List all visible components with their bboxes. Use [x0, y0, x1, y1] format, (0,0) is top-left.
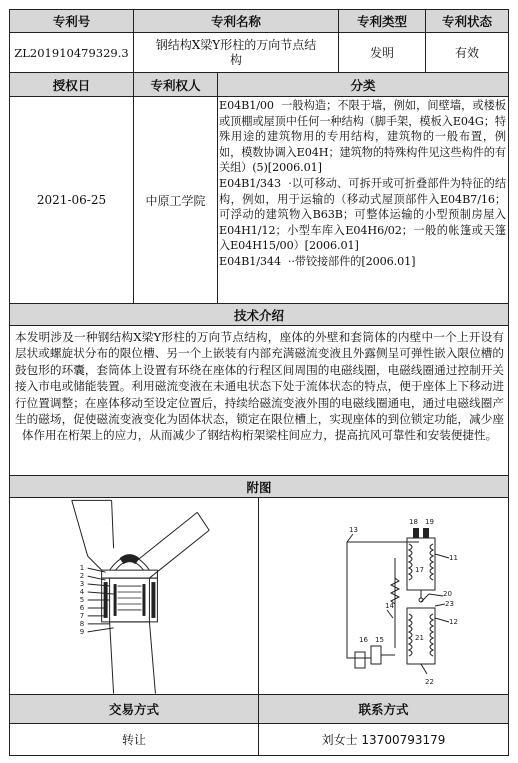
header-patent-type: 专利类型 — [339, 10, 426, 32]
trade-method: 转让 — [10, 724, 259, 755]
fig-label-13: 13 — [349, 526, 358, 534]
fig-label-9: 9 — [79, 627, 85, 636]
node-structure-drawing — [10, 498, 258, 694]
patent-number: ZL201910479329.3 — [10, 33, 134, 72]
figure-row — [10, 498, 508, 695]
header-patent-name: 专利名称 — [134, 10, 339, 32]
fig-label-19: 19 — [425, 518, 434, 526]
figure-left-cell — [10, 498, 259, 694]
fig-label-11: 11 — [449, 554, 458, 562]
patent-info-sheet — [9, 9, 509, 756]
header-figure: 附图 — [10, 476, 508, 498]
fig-label-7: 7 — [79, 611, 85, 620]
circuit-drawing — [259, 498, 508, 694]
fig-label-8: 8 — [79, 619, 85, 628]
header-contact-method: 联系方式 — [259, 695, 508, 723]
fig-label-17: 17 — [415, 566, 424, 574]
abstract-row — [10, 326, 508, 476]
header-patentee: 专利权人 — [134, 73, 218, 96]
fig-label-5: 5 — [79, 595, 85, 604]
header-row-1 — [10, 10, 508, 33]
header-trade-method: 交易方式 — [10, 695, 259, 723]
fig-label-4: 4 — [79, 588, 85, 597]
figure-right-cell — [259, 498, 508, 694]
patent-type: 发明 — [339, 33, 426, 72]
fig-label-12: 12 — [449, 618, 458, 626]
fig-label-6: 6 — [79, 603, 85, 612]
patent-status: 有效 — [454, 46, 479, 60]
header-patent-number: 专利号 — [10, 10, 134, 32]
patent-values-row — [10, 33, 508, 73]
grant-info-row — [10, 97, 508, 304]
fig-label-22: 22 — [425, 678, 434, 686]
classification-text: E04B1/00 一般构造；不限于墙，例如，间壁墙，或楼板或顶棚或屋顶中任何一种结构（脚手架，模板入E04G；特殊用途的建筑物用的专用结构，建筑物的一般布置，例如，模数协调入E04H；建筑物的特殊构件见这些构件的有关组）(5)[2006.01] E04B1/343 ·以可移动、可拆开或可折叠部件为特征的结构，例如，用于运输的（移动式屋顶部件入E04B7/16；可浮动的建筑物入B63B；可整体运输的小型预制房屋入E04H1/12；小型车库入E04H6/02；一般的帐篷或天篷入E04H15/00）[2006.01] E04B1/344 ··带铰接部件的[2006.01] — [219, 99, 506, 268]
fig-label-20: 20 — [443, 590, 452, 598]
fig-label-15: 15 — [375, 636, 384, 644]
abstract-text: 本发明涉及一种钢结构X梁Y形柱的万向节点结构，座体的外壁和套筒体的内壁中一个上开设有层状或螺旋状分布的限位槽、另一个上嵌装有内部充满磁流变液且外露侧呈可弹性嵌入限位槽的鼓包形的环囊，套筒体上设置有环绕在座体的行程区间周围的电磁线圈，电磁线圈通过控制开关接入市电或储能装置。利用磁流变液在未通电状态下处于流体状态的特点，便于座体上下移动进行位置调整；在座体移动至设定位置后，持续给磁流变液外围的电磁线圈通电，通过电磁线圈产生的磁场，促使磁流变液变化为固体状态，锁定在限位槽上，实现座体的到位锁定功能，减少座体作用在桁架上的应力，从而减少了钢结构桁架梁柱间应力，提高抗风可靠性和安装便捷性。 — [15, 330, 504, 443]
trade-contact-row — [10, 724, 508, 755]
header-patent-status: 专利状态 — [426, 10, 508, 32]
fig-label-23: 23 — [445, 600, 454, 608]
header-grant-date: 授权日 — [10, 73, 134, 96]
fig-label-16: 16 — [359, 636, 368, 644]
fig-label-2: 2 — [79, 572, 85, 581]
patentee: 中原工学院 — [134, 97, 218, 303]
header-row-2 — [10, 73, 508, 97]
fig-label-14: 14 — [385, 602, 394, 610]
fig-label-3: 3 — [79, 580, 85, 589]
fig-label-1: 1 — [79, 564, 85, 573]
grant-date: 2021-06-25 — [10, 97, 134, 303]
fig-label-18: 18 — [409, 518, 418, 526]
fig-label-21: 21 — [415, 634, 424, 642]
header-row-3 — [10, 695, 508, 724]
contact-method: 刘女士 13700793179 — [321, 733, 446, 747]
header-classification: 分类 — [218, 73, 508, 96]
patent-name: 钢结构X梁Y形柱的万向节点结构 — [134, 33, 339, 72]
header-technical-intro: 技术介绍 — [10, 304, 508, 326]
